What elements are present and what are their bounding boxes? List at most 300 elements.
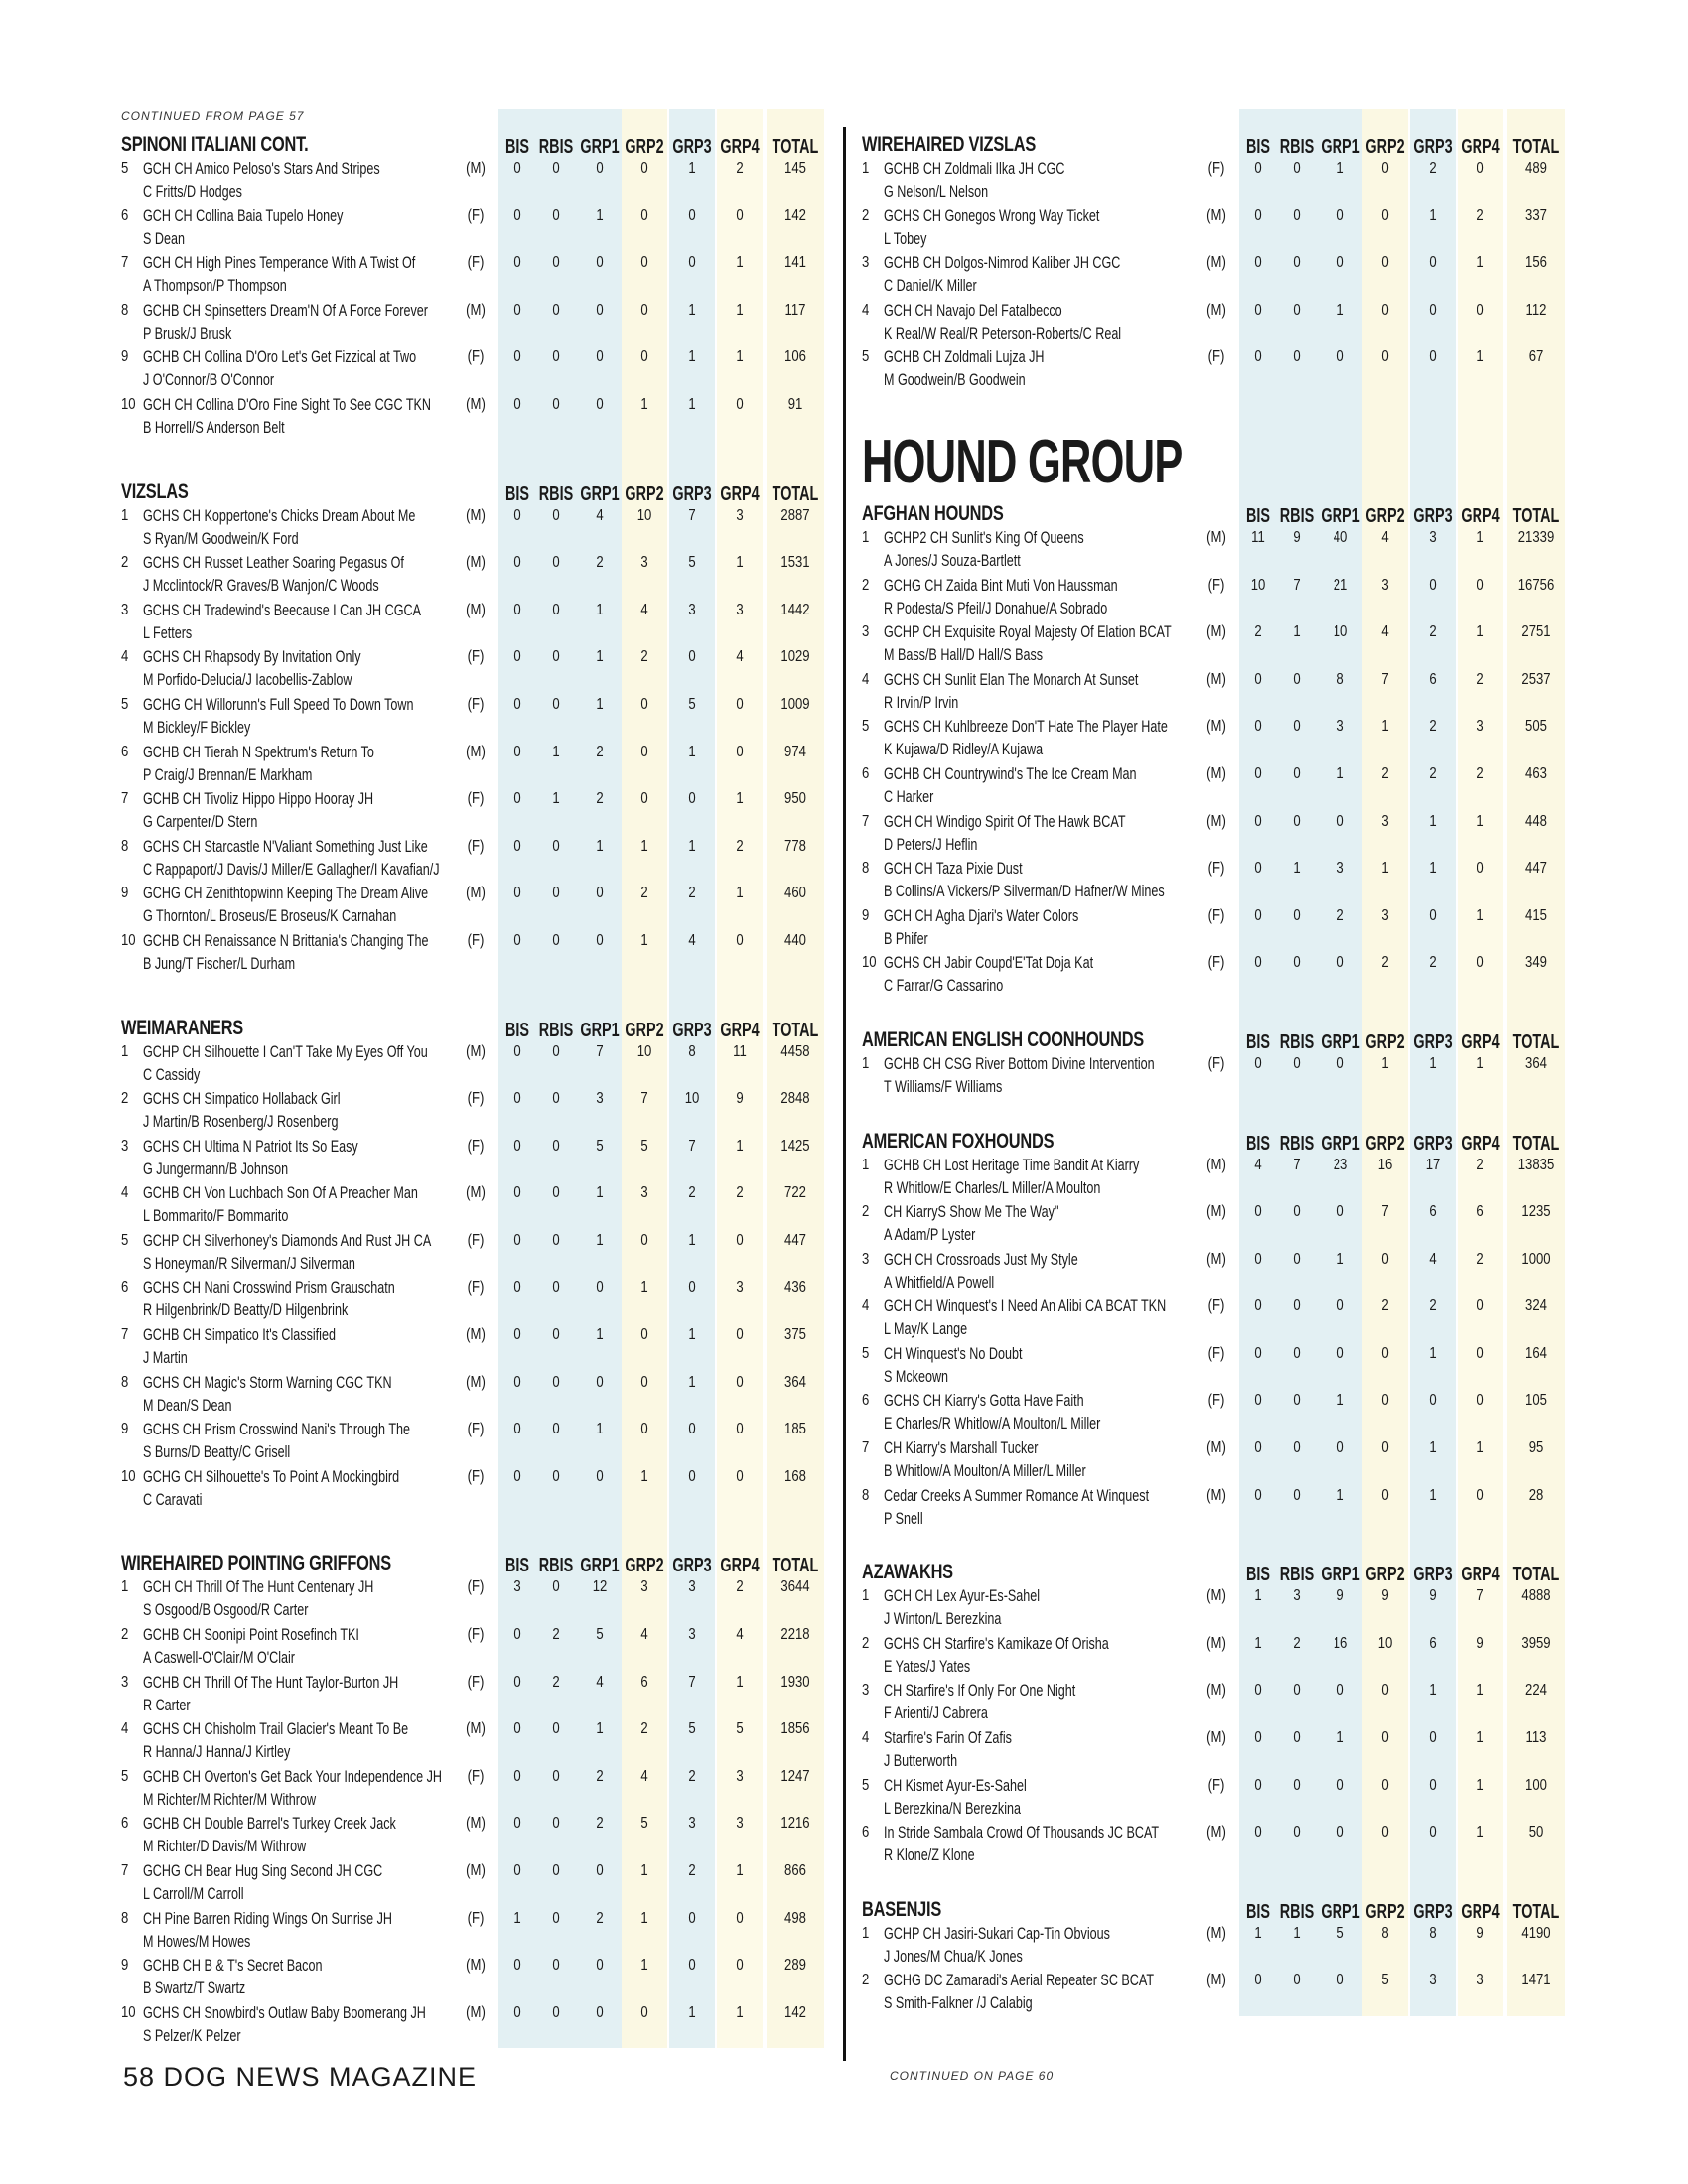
- rank-number: 2: [121, 1090, 129, 1108]
- column-header-rbis: RBIS: [1279, 136, 1315, 158]
- dog-name: GCHS CH Russet Leather Soaring Pegasus Of: [143, 553, 404, 573]
- dog-name: GCHB CH Tierah N Spektrum's Return To: [143, 742, 374, 761]
- owner-names: J Mcclintock/R Graves/B Wanjon/C Woods: [143, 576, 379, 596]
- stat-grp4: 1: [736, 885, 744, 902]
- stat-grp1: 5: [596, 1626, 604, 1644]
- group-title: HOUND GROUP: [862, 427, 1183, 496]
- continued-on-note: CONTINUED ON PAGE 60: [890, 2069, 1055, 2083]
- stat-total: 722: [784, 1184, 806, 1202]
- sex-label: (F): [467, 254, 485, 272]
- stat-bis: 0: [1254, 954, 1262, 972]
- stat-grp4: 7: [1477, 1587, 1484, 1605]
- table-row: [121, 693, 824, 741]
- dog-name: GCHB CH CSG River Bottom Divine Intervention: [884, 1053, 1155, 1073]
- column-header-grp1: GRP1: [580, 1555, 620, 1577]
- stat-grp4: 1: [736, 301, 744, 319]
- dog-name: GCHB CH Zoldmali Ilka JH CGC: [884, 159, 1065, 178]
- table-row: [862, 1436, 1565, 1484]
- dog-name: Starfire's Farin Of Zafis: [884, 1728, 1012, 1748]
- stat-bis: 0: [513, 695, 521, 713]
- stat-grp1: 0: [1336, 206, 1344, 224]
- rank-number: 10: [121, 931, 136, 949]
- stat-grp4: 0: [736, 1326, 744, 1344]
- stat-grp4: 2: [1477, 670, 1484, 688]
- stat-grp4: 1: [1477, 1439, 1484, 1457]
- stat-grp2: 0: [1381, 1439, 1389, 1457]
- stat-rbis: 0: [552, 837, 560, 855]
- stat-grp4: 2: [1477, 1156, 1484, 1173]
- rank-number: 7: [121, 1862, 129, 1879]
- stat-grp4: 2: [736, 837, 744, 855]
- table-row: [862, 1052, 1565, 1100]
- stat-total: 2218: [780, 1626, 810, 1644]
- dog-info: [884, 1154, 1203, 1201]
- breed-title: AMERICAN FOXHOUNDS: [862, 1129, 1055, 1153]
- stat-grp3: 0: [1429, 1824, 1437, 1842]
- dog-info: [884, 810, 1203, 858]
- stat-grp1: 3: [1336, 718, 1344, 736]
- stat-grp4: 0: [736, 1231, 744, 1249]
- stat-rbis: 0: [552, 1090, 560, 1108]
- owner-names: M Porfido-Delucia/J Iacobellis-Zablow: [143, 670, 352, 690]
- breed-title: WIREHAIRED VIZSLAS: [862, 133, 1037, 156]
- dog-info: [884, 668, 1203, 716]
- dog-info: [143, 599, 463, 646]
- dog-info: [143, 835, 463, 883]
- stat-grp3: 5: [688, 695, 696, 713]
- stat-grp3: 0: [1429, 1392, 1437, 1410]
- table-row: [121, 2001, 824, 2049]
- stat-total: 2848: [780, 1090, 810, 1108]
- owner-names: M Bickley/F Bickley: [143, 717, 251, 737]
- stat-grp4: 1: [1477, 1729, 1484, 1747]
- stat-grp3: 5: [688, 554, 696, 572]
- stat-bis: 0: [513, 1231, 521, 1249]
- stat-grp4: 1: [1477, 906, 1484, 924]
- sex-label: (M): [466, 2003, 486, 2021]
- column-header-bis: BIS: [504, 1019, 530, 1041]
- sex-label: (F): [1207, 954, 1225, 972]
- owner-names: J Jones/M Chua/K Jones: [884, 1946, 1023, 1966]
- stat-rbis: 0: [552, 1137, 560, 1155]
- stat-grp2: 1: [1381, 860, 1389, 878]
- stat-grp1: 1: [1336, 1486, 1344, 1504]
- rank-number: 1: [862, 160, 870, 177]
- dog-info: [884, 574, 1203, 621]
- dog-name: GCHB CH Renaissance N Brittania's Changing The: [143, 930, 429, 950]
- stat-rbis: 0: [552, 1957, 560, 1975]
- dog-name: GCHG DC Zamaradi's Aerial Repeater SC BCAT: [884, 1971, 1155, 1990]
- column-header-grp1: GRP1: [1321, 504, 1360, 527]
- stat-bis: 0: [1254, 1486, 1262, 1504]
- stat-total: 67: [1528, 348, 1544, 366]
- stat-grp4: 2: [736, 160, 744, 177]
- owner-names: L May/K Lange: [884, 1319, 968, 1339]
- dog-name: GCH CH Collina D'Oro Fine Sight To See CGC TKN: [143, 394, 431, 414]
- column-header-grp3: GRP3: [672, 1019, 712, 1041]
- column-header-bis: BIS: [1245, 1030, 1271, 1053]
- dog-name: GCHS CH Magic's Storm Warning CGC TKN: [143, 1372, 392, 1392]
- rank-number: 8: [121, 1373, 129, 1391]
- dog-name: GCHG CH Willorunn's Full Speed To Down Town: [143, 694, 414, 714]
- stat-grp3: 1: [688, 348, 696, 366]
- stat-total: 13835: [1517, 1156, 1555, 1173]
- stat-rbis: 0: [552, 885, 560, 902]
- stat-grp1: 1: [596, 1421, 604, 1438]
- column-header-total: TOTAL: [772, 1019, 819, 1041]
- stat-grp1: 1: [596, 648, 604, 666]
- stat-total: 950: [784, 790, 806, 808]
- stat-bis: 0: [1254, 906, 1262, 924]
- table-row: [121, 1229, 824, 1277]
- stat-rbis: 0: [552, 1326, 560, 1344]
- stat-rbis: 0: [552, 1279, 560, 1297]
- table-row: [862, 526, 1565, 574]
- stat-grp4: 0: [736, 743, 744, 760]
- sex-label: (F): [467, 1137, 485, 1155]
- rank-number: 4: [862, 1297, 870, 1315]
- dog-info: [884, 1584, 1203, 1632]
- rank-number: 7: [121, 790, 129, 808]
- stat-bis: 0: [1254, 1776, 1262, 1794]
- stat-rbis: 0: [1293, 1824, 1301, 1842]
- stat-bis: 0: [1254, 764, 1262, 782]
- dog-info: [884, 1484, 1203, 1532]
- stat-grp1: 1: [596, 1720, 604, 1738]
- owner-names: K Real/W Real/R Peterson-Roberts/C Real: [884, 323, 1122, 342]
- dog-info: [143, 504, 463, 552]
- sex-label: (F): [1207, 1297, 1225, 1315]
- stat-grp3: 2: [1429, 1297, 1437, 1315]
- stat-grp4: 1: [1477, 812, 1484, 830]
- dog-name: GCHS CH Chisholm Trail Glacier's Meant To Be: [143, 1719, 409, 1739]
- dog-info: [143, 345, 463, 393]
- stat-grp1: 0: [1336, 812, 1344, 830]
- stat-grp3: 0: [688, 1279, 696, 1297]
- dog-info: [143, 1671, 463, 1718]
- rank-number: 8: [121, 301, 129, 319]
- stat-rbis: 0: [552, 695, 560, 713]
- table-row: [121, 345, 824, 393]
- stat-grp2: 0: [640, 743, 648, 760]
- stat-grp2: 2: [640, 885, 648, 902]
- rank-number: 5: [121, 1767, 129, 1785]
- column-header-grp1: GRP1: [1321, 1132, 1360, 1155]
- stat-grp1: 2: [596, 743, 604, 760]
- dog-info: [884, 951, 1203, 999]
- owner-names: E Yates/J Yates: [884, 1656, 971, 1676]
- stat-grp4: 0: [1477, 1297, 1484, 1315]
- owner-names: S Pelzer/K Pelzer: [143, 2025, 241, 2045]
- stat-grp4: 1: [1477, 254, 1484, 272]
- owner-names: F Arienti/J Cabrera: [884, 1704, 988, 1723]
- dog-name: GCHS CH Gonegos Wrong Way Ticket: [884, 205, 1100, 225]
- stat-grp3: 0: [1429, 576, 1437, 594]
- stat-bis: 0: [513, 601, 521, 618]
- rank-number: 6: [121, 743, 129, 760]
- sex-label: (F): [1207, 576, 1225, 594]
- column-header-total: TOTAL: [1512, 1564, 1560, 1586]
- stat-rbis: 0: [552, 1042, 560, 1060]
- dog-info: [884, 762, 1203, 810]
- sex-label: (M): [466, 395, 486, 413]
- sex-label: (F): [1207, 1054, 1225, 1072]
- stat-grp3: 2: [688, 1767, 696, 1785]
- column-header-grp4: GRP4: [1461, 504, 1500, 527]
- stat-bis: 0: [513, 931, 521, 949]
- stat-grp2: 0: [1381, 1776, 1389, 1794]
- owner-names: B Phifer: [884, 928, 928, 948]
- stat-rbis: 0: [1293, 160, 1301, 177]
- stat-grp4: 0: [1477, 160, 1484, 177]
- column-header-grp1: GRP1: [580, 136, 620, 158]
- stat-rbis: 0: [552, 1862, 560, 1879]
- stat-rbis: 0: [1293, 1972, 1301, 1989]
- stat-grp3: 1: [688, 160, 696, 177]
- stat-grp2: 8: [1381, 1924, 1389, 1942]
- dog-name: GCHP CH Exquisite Royal Majesty Of Elation BCAT: [884, 622, 1172, 642]
- stat-bis: 0: [1254, 860, 1262, 878]
- stat-grp3: 0: [1429, 906, 1437, 924]
- column-header-grp1: GRP1: [1321, 1030, 1360, 1053]
- dog-name: In Stride Sambala Crowd Of Thousands JC BCAT: [884, 1823, 1160, 1843]
- stat-rbis: 0: [1293, 1392, 1301, 1410]
- stat-grp4: 2: [1477, 764, 1484, 782]
- rank-number: 5: [862, 1344, 870, 1362]
- table-row: [862, 1342, 1565, 1390]
- sex-label: (M): [1206, 1729, 1226, 1747]
- stat-grp2: 4: [640, 1626, 648, 1644]
- stat-grp1: 1: [1336, 1392, 1344, 1410]
- table-row: [121, 1276, 824, 1323]
- stat-grp1: 0: [596, 1862, 604, 1879]
- continued-from-note: CONTINUED FROM PAGE 57: [121, 109, 305, 123]
- table-row: [121, 1859, 824, 1907]
- stat-grp3: 2: [1429, 623, 1437, 641]
- stat-total: 866: [784, 1862, 806, 1879]
- dog-info: [884, 620, 1203, 668]
- stat-rbis: 0: [552, 601, 560, 618]
- breed-section: [862, 1892, 1565, 2016]
- dog-name: GCHB CH Double Barrel's Turkey Creek Jack: [143, 1814, 396, 1834]
- stat-grp3: 7: [688, 506, 696, 524]
- stat-grp3: 0: [688, 790, 696, 808]
- stat-bis: 0: [1254, 1439, 1262, 1457]
- stat-grp3: 1: [1429, 206, 1437, 224]
- stat-grp3: 2: [1429, 718, 1437, 736]
- table-row: [121, 1623, 824, 1671]
- stat-grp1: 0: [1336, 1682, 1344, 1700]
- column-header-grp2: GRP2: [625, 1555, 664, 1577]
- stat-grp4: 1: [1477, 348, 1484, 366]
- stat-grp3: 0: [1429, 301, 1437, 319]
- owner-names: J Winton/L Berezkina: [884, 1609, 1002, 1629]
- sex-label: (M): [466, 554, 486, 572]
- stat-grp2: 1: [640, 395, 648, 413]
- table-row: [121, 205, 824, 252]
- stat-rbis: 0: [1293, 301, 1301, 319]
- breed-section: [862, 496, 1565, 999]
- stat-grp3: 8: [688, 1042, 696, 1060]
- left-column: [121, 109, 824, 2048]
- stat-grp3: 2: [688, 885, 696, 902]
- rank-number: 3: [862, 1682, 870, 1700]
- stat-total: 105: [1525, 1392, 1547, 1410]
- column-header-grp2: GRP2: [1365, 1030, 1405, 1053]
- breed-title: AZAWAKHS: [862, 1561, 953, 1584]
- table-row: [121, 929, 824, 977]
- stat-rbis: 0: [1293, 1250, 1301, 1268]
- column-header-grp2: GRP2: [625, 1019, 664, 1041]
- stat-grp2: 0: [640, 160, 648, 177]
- dog-info: [143, 1229, 463, 1277]
- stat-grp1: 0: [1336, 254, 1344, 272]
- stat-grp1: 0: [596, 1467, 604, 1485]
- dog-info: [143, 1135, 463, 1182]
- rank-number: 5: [121, 695, 129, 713]
- dog-name: GCH CH Collina Baia Tupelo Honey: [143, 205, 344, 225]
- sex-label: (F): [1207, 1776, 1225, 1794]
- stat-rbis: 0: [552, 1231, 560, 1249]
- dog-info: [884, 526, 1203, 574]
- stat-grp2: 0: [640, 348, 648, 366]
- table-row: [121, 1717, 824, 1765]
- stat-total: 436: [784, 1279, 806, 1297]
- column-header-total: TOTAL: [772, 1555, 819, 1577]
- column-header-grp3: GRP3: [672, 1555, 712, 1577]
- rank-number: 1: [862, 1156, 870, 1173]
- rank-number: 1: [121, 1578, 129, 1596]
- table-row: [862, 1295, 1565, 1342]
- dog-info: [884, 1342, 1203, 1390]
- stat-grp1: 0: [1336, 1439, 1344, 1457]
- stat-total: 142: [784, 2003, 806, 2021]
- stat-grp2: 1: [1381, 1054, 1389, 1072]
- sex-label: (F): [467, 1467, 485, 1485]
- dog-name: CH Kismet Ayur-Es-Sahel: [884, 1775, 1027, 1795]
- stat-bis: 0: [513, 743, 521, 760]
- stat-grp4: 1: [736, 790, 744, 808]
- column-header-total: TOTAL: [1512, 504, 1560, 527]
- stat-grp3: 3: [688, 1626, 696, 1644]
- stat-bis: 0: [513, 790, 521, 808]
- column-header-grp4: GRP4: [1461, 1564, 1500, 1586]
- dog-name: GCHS CH Rhapsody By Invitation Only: [143, 647, 361, 667]
- stat-grp1: 5: [1336, 1924, 1344, 1942]
- owner-names: T Williams/F Williams: [884, 1076, 1003, 1096]
- stat-grp3: 1: [688, 301, 696, 319]
- column-header-bis: BIS: [1245, 1564, 1271, 1586]
- stat-rbis: 0: [1293, 764, 1301, 782]
- section-header: [862, 1124, 1565, 1154]
- stat-grp3: 0: [688, 1909, 696, 1927]
- dog-info: [143, 1812, 463, 1859]
- owner-names: C Harker: [884, 786, 934, 806]
- stat-bis: 0: [1254, 1250, 1262, 1268]
- owner-names: A Jones/J Souza-Bartlett: [884, 550, 1021, 570]
- stat-total: 168: [784, 1467, 806, 1485]
- stat-total: 1930: [780, 1673, 810, 1691]
- stat-grp3: 0: [1429, 348, 1437, 366]
- rank-number: 1: [862, 1924, 870, 1942]
- stat-grp2: 4: [1381, 528, 1389, 546]
- stat-grp4: 1: [736, 348, 744, 366]
- dog-name: GCHB CH Tivoliz Hippo Hippo Hooray JH: [143, 789, 374, 809]
- stat-grp2: 0: [640, 2003, 648, 2021]
- stat-rbis: 0: [552, 1909, 560, 1927]
- sex-label: (F): [1207, 860, 1225, 878]
- stat-grp4: 0: [736, 1909, 744, 1927]
- stat-grp3: 7: [688, 1137, 696, 1155]
- column-header-grp1: GRP1: [1321, 136, 1360, 158]
- sex-label: (M): [1206, 1824, 1226, 1842]
- owner-names: A Adam/P Lyster: [884, 1225, 976, 1245]
- stat-total: 447: [1525, 860, 1547, 878]
- table-row: [121, 835, 824, 883]
- stat-grp2: 1: [640, 1957, 648, 1975]
- table-row: [121, 1087, 824, 1135]
- stat-grp2: 0: [640, 301, 648, 319]
- sex-label: (M): [466, 1957, 486, 1975]
- sex-label: (M): [466, 1862, 486, 1879]
- dog-name: CH Starfire's If Only For One Night: [884, 1681, 1076, 1701]
- stat-grp1: 1: [1336, 1729, 1344, 1747]
- rank-number: 8: [121, 837, 129, 855]
- stat-grp2: 0: [1381, 1392, 1389, 1410]
- column-header-rbis: RBIS: [1279, 1030, 1315, 1053]
- column-header-total: TOTAL: [1512, 1900, 1560, 1923]
- stat-grp4: 0: [736, 1957, 744, 1975]
- stat-bis: 0: [513, 160, 521, 177]
- table-row: [862, 1774, 1565, 1822]
- rank-number: 9: [121, 348, 129, 366]
- table-row: [121, 1323, 824, 1371]
- owner-names: J Martin: [143, 1348, 188, 1368]
- table-row: [121, 157, 824, 205]
- column-header-grp2: GRP2: [1365, 1132, 1405, 1155]
- stat-grp2: 0: [1381, 1250, 1389, 1268]
- stat-bis: 0: [513, 1767, 521, 1785]
- rank-number: 9: [862, 906, 870, 924]
- column-header-rbis: RBIS: [1279, 504, 1315, 527]
- stat-grp3: 1: [1429, 860, 1437, 878]
- stat-total: 113: [1525, 1729, 1547, 1747]
- owner-names: G Jungermann/B Johnson: [143, 1159, 289, 1178]
- stat-bis: 4: [1254, 1156, 1262, 1173]
- stat-grp2: 1: [640, 1862, 648, 1879]
- sex-label: (M): [1206, 670, 1226, 688]
- stat-rbis: 0: [1293, 206, 1301, 224]
- breed-title: BASENJIS: [862, 1897, 942, 1921]
- stat-total: 778: [784, 837, 806, 855]
- sex-label: (M): [1206, 1203, 1226, 1221]
- stat-grp3: 0: [688, 254, 696, 272]
- sex-label: (M): [1206, 812, 1226, 830]
- stat-grp3: 4: [688, 931, 696, 949]
- stat-grp1: 2: [596, 790, 604, 808]
- dog-name: CH KiarryS Show Me The Way": [884, 1202, 1059, 1222]
- stat-grp3: 3: [688, 1815, 696, 1833]
- stat-rbis: 0: [1293, 348, 1301, 366]
- stat-total: 349: [1525, 954, 1547, 972]
- rank-number: 8: [121, 1909, 129, 1927]
- owner-names: L Berezkina/N Berezkina: [884, 1798, 1021, 1818]
- stat-grp1: 2: [596, 554, 604, 572]
- rank-number: 10: [121, 2003, 136, 2021]
- stat-grp2: 1: [1381, 718, 1389, 736]
- column-header-total: TOTAL: [1512, 1132, 1560, 1155]
- stat-grp4: 0: [1477, 860, 1484, 878]
